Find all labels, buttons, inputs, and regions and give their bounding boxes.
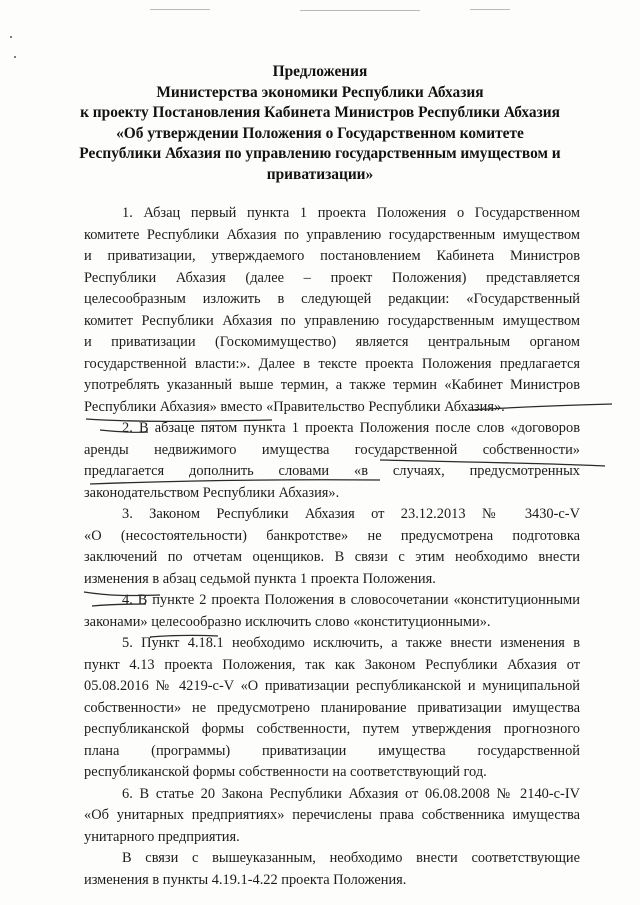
- paragraph-2: [84, 418, 580, 504]
- paragraph-line: «Об унитарных предприятиях» перечислены права собственника имущества: [84, 807, 580, 823]
- paragraph-7: [84, 848, 580, 891]
- paragraph-line: государственной власти:». Далее в тексте проекта Положения предлагается: [84, 355, 580, 372]
- paragraph-line: употреблять указанный выше термин, а также термин «Кабинет Министров: [84, 377, 580, 393]
- paragraph-line: комитете Республики Абхазия по управлению государственным имуществом: [84, 226, 580, 243]
- paragraph-line: целесообразным изложить в следующей редакции: «Государственный: [84, 291, 580, 307]
- paragraph-line: республиканской формы собственности, путем утверждения прогнозного: [84, 721, 580, 737]
- paragraph-line: Республики Абхазия (далее – проект Положения) представляется: [84, 269, 580, 286]
- paragraph-4: [84, 590, 580, 633]
- paragraph-6: [84, 784, 580, 849]
- scan-artifact-dot: [10, 36, 12, 38]
- paragraph-5: [84, 633, 580, 784]
- paragraph-line: 3. Законом Республики Абхазия от 23.12.2013 № 3430-с-V: [122, 506, 580, 522]
- paragraph-line: республиканской формы собственности на соответствующий год.: [84, 764, 487, 780]
- heading-line-2: Министерства экономики Республики Абхазия: [156, 83, 484, 101]
- paragraph-1: [84, 203, 580, 418]
- paragraph-line: законами» целесообразно исключить слово «конституционными».: [84, 613, 491, 630]
- paragraph-line: изменения в абзац седьмой пункта 1 проекта Положения.: [84, 570, 436, 587]
- paragraph-line: 5. Пункт 4.18.1 необходимо исключить, а также внести изменения в: [122, 635, 580, 651]
- paragraph-line: законодательством Республики Абхазия».: [84, 484, 340, 501]
- paragraph-line: аренды недвижимого имущества государственной собственности»: [84, 441, 580, 458]
- scan-artifact-line: [470, 9, 510, 10]
- paragraph-line: заключений по отчетам оценщиков. В связи с этим необходимо внести: [84, 549, 580, 565]
- paragraph-line: «О (несостоятельности) банкротстве» не предусмотрена подготовка: [84, 527, 580, 544]
- heading-line-6: приватизации»: [266, 165, 374, 183]
- heading-line-5: Республики Абхазия по управлению государственным имуществом и: [79, 145, 561, 162]
- paragraph-line: 05.08.2016 № 4219-с-V «О приватизации республиканской и муниципальной: [84, 678, 580, 694]
- paragraph-line: пункт 4.13 проекта Положения, так как Законом Республики Абхазия от: [84, 656, 580, 673]
- paragraph-line: 6. В статье 20 Закона Республики Абхазия от 06.08.2008 № 2140-с-IV: [122, 785, 580, 802]
- scan-artifact-line: [150, 9, 210, 10]
- paragraph-line: 1. Абзац первый пункта 1 проекта Положения о Государственном: [122, 205, 580, 221]
- paragraph-line: и приватизации, утверждаемого постановлением Кабинета Министров: [84, 248, 580, 264]
- heading-line-4: «Об утверждении Положения о Государственном комитете: [116, 124, 524, 142]
- paragraph-line: предлагается дополнить словами «в случаях, предусмотренных: [84, 463, 580, 479]
- scan-artifact-line: [300, 10, 420, 11]
- paragraph-line: В связи с вышеуказанным, необходимо внести соответствующие: [122, 850, 580, 866]
- paragraph-line: Республики Абхазия» вместо «Правительство Республики Абхазия».: [84, 398, 505, 415]
- document-body: [84, 203, 580, 891]
- heading-line-3: к проекту Постановления Кабинета Министров Республики Абхазия: [80, 104, 560, 121]
- scan-artifact-dot: [14, 56, 16, 58]
- paragraph-3: [84, 504, 580, 590]
- paragraph-line: и приватизации (Госкомимущество) является центральным органом: [84, 334, 580, 350]
- paragraph-line: изменения в пункты 4.19.1-4.22 проекта Положения.: [84, 871, 407, 888]
- document-heading: [60, 62, 580, 185]
- paragraph-line: унитарного предприятия.: [84, 828, 240, 845]
- paragraph-line: 2. В абзаце пятом пункта 1 проекта Положения после слов «договоров: [122, 420, 580, 436]
- paragraph-line: 4. В пункте 2 проекта Положения в словосочетании «конституционными: [122, 592, 580, 608]
- paragraph-line: комитет Республики Абхазия по управлению государственным имуществом: [84, 312, 580, 329]
- paragraph-line: плана (программы) приватизации имущества государственной: [84, 742, 580, 759]
- paragraph-line: собственности» не предусмотрено планирование приватизации имущества: [84, 699, 580, 716]
- heading-line-1: Предложения: [272, 63, 368, 80]
